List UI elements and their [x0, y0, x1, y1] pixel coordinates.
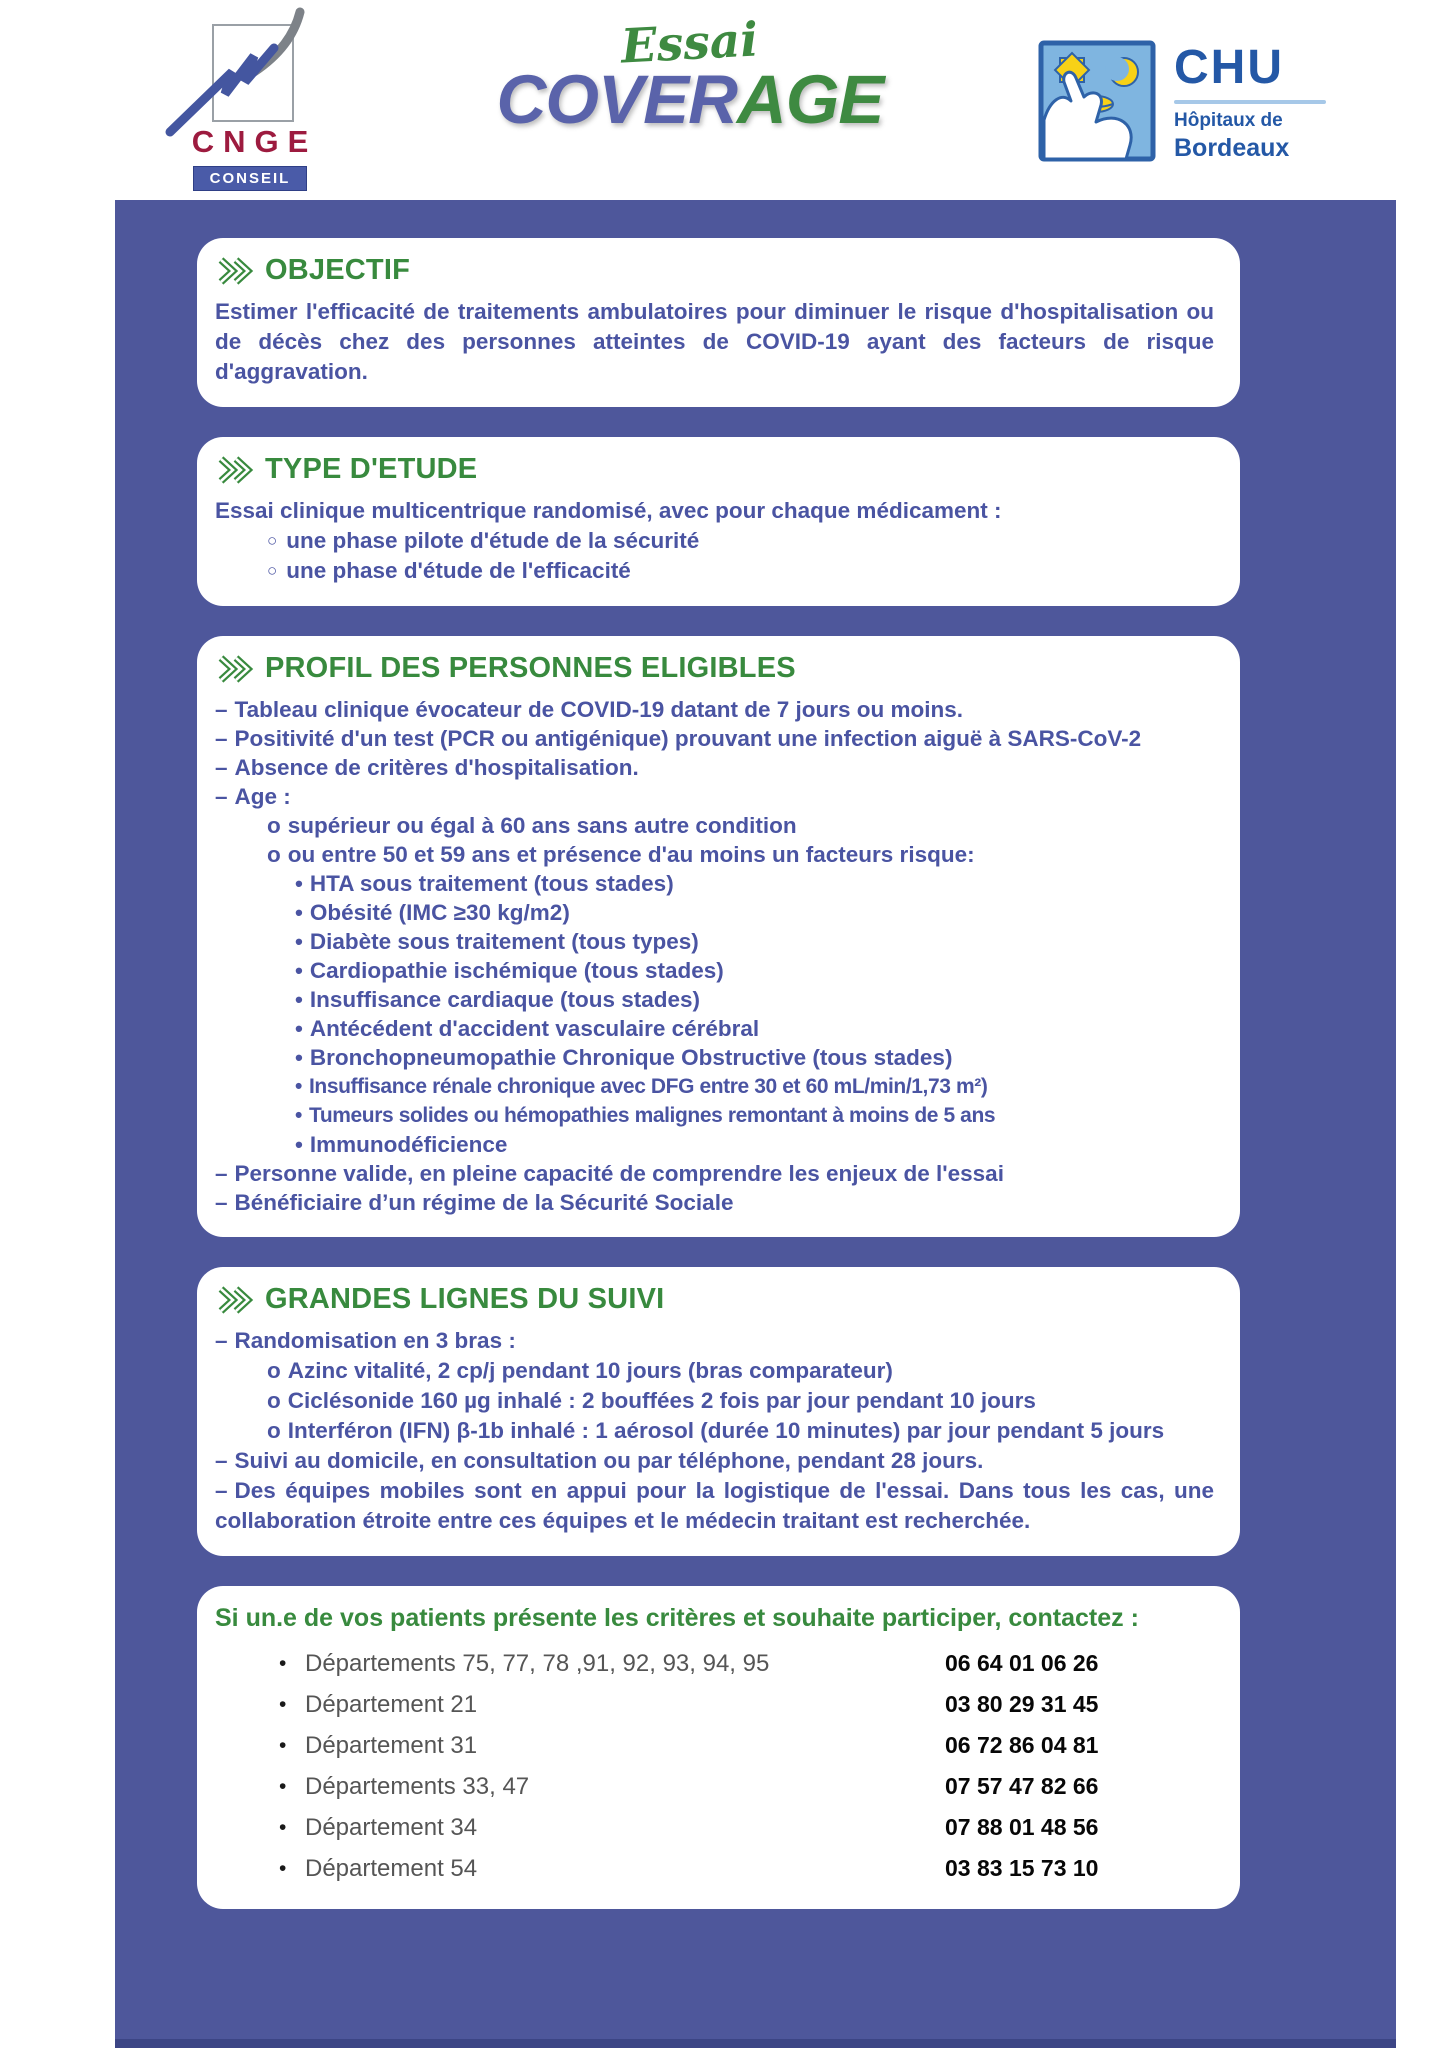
list-item	[215, 840, 1214, 869]
double-chevron-icon	[215, 1285, 255, 1315]
bullet-icon: •	[279, 1856, 287, 1880]
list-marker: •	[295, 871, 303, 896]
list-item	[215, 556, 1214, 586]
contact-phone: 06 72 86 04 81	[945, 1732, 1099, 1758]
list-marker: o	[267, 1358, 281, 1383]
list-item	[215, 1476, 1214, 1536]
contact-phone: 07 57 47 82 66	[945, 1773, 1099, 1799]
list-item	[215, 1416, 1214, 1446]
list-text: Positivité d'un test (PCR ou antigénique) prouvant une infection aiguë à SARS-CoV-2	[234, 726, 1142, 751]
list-item	[215, 1446, 1214, 1476]
list-marker: •	[295, 929, 303, 954]
section-title: OBJECTIF	[265, 254, 410, 286]
list-marker: –	[215, 1161, 228, 1186]
list-item	[215, 1356, 1214, 1386]
contact-row	[215, 1684, 1214, 1725]
content-panel	[115, 200, 1396, 2048]
section-suivi-card	[197, 1267, 1240, 1556]
list-text: Absence de critères d'hospitalisation.	[234, 755, 639, 780]
list-item	[215, 956, 1214, 985]
list-text: une phase pilote d'étude de la sécurité	[286, 528, 700, 553]
list-text: une phase d'étude de l'efficacité	[286, 558, 631, 583]
cnge-logo	[150, 22, 350, 191]
list-marker: –	[215, 1190, 228, 1215]
coverage-word-blue: COVER	[496, 61, 737, 138]
list-text: Diabète sous traitement (tous types)	[309, 929, 699, 954]
contact-phone: 06 64 01 06 26	[945, 1650, 1099, 1676]
list-item	[215, 1130, 1214, 1159]
contact-row	[215, 1848, 1214, 1889]
list-item	[215, 753, 1214, 782]
list-text: Azinc vitalité, 2 cp/j pendant 10 jours (bras comparateur)	[287, 1358, 893, 1383]
list-marker: –	[215, 1448, 228, 1473]
contact-row	[215, 1725, 1214, 1766]
chu-divider	[1174, 100, 1326, 104]
list-text: Insuffisance rénale chronique avec DFG entre 30 et 60 mL/min/1,73 m²)	[308, 1075, 988, 1098]
list-marker: o	[267, 842, 281, 867]
cnge-swoosh-icon	[162, 6, 312, 138]
list-item	[215, 1188, 1214, 1217]
section-objectif-heading	[215, 254, 1214, 287]
section-title: PROFIL DES PERSONNES ELIGIBLES	[265, 652, 796, 684]
list-text: Obésité (IMC ≥30 kg/m2)	[309, 900, 570, 925]
list-text: Bénéficiaire d’un régime de la Sécurité Sociale	[234, 1190, 734, 1215]
list-marker: –	[215, 697, 228, 722]
footer-strip	[115, 2039, 1396, 2048]
double-chevron-icon	[215, 455, 255, 485]
bullet-icon: •	[279, 1733, 287, 1757]
list-marker: –	[215, 784, 228, 809]
chu-crest-icon	[1038, 40, 1156, 162]
contact-label: Département 54	[305, 1854, 478, 1882]
list-marker: ○	[267, 531, 278, 550]
cnge-conseil-badge: CONSEIL	[193, 166, 308, 191]
list-item	[215, 1072, 1214, 1101]
logo-band	[0, 0, 1448, 200]
list-text: supérieur ou égal à 60 ans sans autre condition	[287, 813, 797, 838]
coverage-wordmark	[440, 61, 940, 138]
contact-header: Si un.e de vos patients présente les critères et souhaite participer, contactez :	[215, 1604, 1139, 1632]
list-text: Bronchopneumopathie Chronique Obstructive (tous stades)	[309, 1045, 953, 1070]
contact-phone: 03 83 15 73 10	[945, 1855, 1099, 1881]
contact-row	[215, 1643, 1214, 1684]
section-title: TYPE D'ETUDE	[265, 453, 478, 485]
double-chevron-icon	[215, 654, 255, 684]
list-item	[215, 869, 1214, 898]
coverage-essai-script: Essai	[620, 12, 760, 75]
contact-card	[197, 1586, 1240, 1909]
list-marker: –	[215, 1328, 228, 1353]
list-item	[215, 1014, 1214, 1043]
list-marker: •	[295, 1016, 303, 1041]
list-marker: •	[295, 1045, 303, 1070]
list-item	[215, 1326, 1214, 1356]
contact-phone: 07 88 01 48 56	[945, 1814, 1099, 1840]
list-marker: •	[295, 900, 303, 925]
contact-label: Département 21	[305, 1690, 478, 1718]
chu-text-block	[1174, 40, 1326, 163]
list-text: Antécédent d'accident vasculaire cérébral	[309, 1016, 760, 1041]
type-etude-intro: Essai clinique multicentrique randomisé, avec pour chaque médicament :	[215, 498, 1002, 523]
list-marker: •	[295, 958, 303, 983]
chu-acronym: CHU	[1174, 41, 1284, 94]
list-item	[215, 1386, 1214, 1416]
list-text: Tumeurs solides ou hémopathies malignes remontant à moins de 5 ans	[308, 1104, 996, 1127]
list-text: Insuffisance cardiaque (tous stades)	[309, 987, 700, 1012]
list-text: Suivi au domicile, en consultation ou par téléphone, pendant 28 jours.	[234, 1448, 984, 1473]
list-item	[215, 695, 1214, 724]
list-text: Ciclésonide 160 µg inhalé : 2 bouffées 2 fois par jour pendant 10 jours	[287, 1388, 1036, 1413]
list-marker: o	[267, 1418, 281, 1443]
objectif-paragraph: Estimer l'efficacité de traitements ambulatoires pour diminuer le risque d'hospitalisation ou de décès chez des personnes atteintes de COVID-19 ayant des facteurs de risque d'aggravation.	[215, 299, 1214, 384]
list-marker: •	[295, 1075, 302, 1098]
list-item	[215, 782, 1214, 811]
list-item	[215, 811, 1214, 840]
bullet-icon: •	[279, 1651, 287, 1675]
contact-label: Départements 33, 47	[305, 1772, 530, 1800]
list-item	[215, 898, 1214, 927]
list-marker: •	[295, 987, 303, 1012]
list-item	[215, 526, 1214, 556]
cnge-wordmark: CNGE	[191, 124, 318, 159]
list-marker: –	[215, 755, 228, 780]
list-text: Immunodéficience	[309, 1132, 508, 1157]
bullet-icon: •	[279, 1774, 287, 1798]
contact-row	[215, 1766, 1214, 1807]
contact-phone: 03 80 29 31 45	[945, 1691, 1099, 1717]
double-chevron-icon	[215, 256, 255, 286]
list-text: Tableau clinique évocateur de COVID-19 datant de 7 jours ou moins.	[234, 697, 964, 722]
list-marker: o	[267, 1388, 281, 1413]
bullet-icon: •	[279, 1815, 287, 1839]
list-text: Cardiopathie ischémique (tous stades)	[309, 958, 724, 983]
chu-subtitle-line2: Bordeaux	[1174, 133, 1290, 162]
bullet-icon: •	[279, 1692, 287, 1716]
section-type-etude-card	[197, 437, 1240, 606]
chu-subtitle-line1: Hôpitaux de	[1174, 110, 1283, 131]
list-text: Interféron (IFN) β-1b inhalé : 1 aérosol (durée 10 minutes) par jour pendant 5 jours	[287, 1418, 1165, 1443]
list-text: Age :	[234, 784, 291, 809]
list-text: HTA sous traitement (tous stades)	[309, 871, 674, 896]
section-profil-heading	[215, 652, 1214, 685]
list-text: Randomisation en 3 bras :	[234, 1328, 516, 1353]
list-item	[215, 1159, 1214, 1188]
chu-logo	[1038, 40, 1326, 163]
section-title: GRANDES LIGNES DU SUIVI	[265, 1283, 665, 1315]
coverage-logo	[440, 12, 940, 138]
contact-row	[215, 1807, 1214, 1848]
list-item	[215, 1101, 1214, 1130]
contact-label: Département 31	[305, 1731, 478, 1759]
list-marker: –	[215, 1478, 228, 1503]
list-text: Des équipes mobiles sont en appui pour la logistique de l'essai. Dans tous les cas, une collaboration étroite entre ces équipes et le médecin traitant est recherchée.	[215, 1478, 1214, 1533]
section-objectif-card	[197, 238, 1240, 407]
list-marker: ○	[267, 561, 278, 580]
list-marker: –	[215, 726, 228, 751]
coverage-word-green: AGE	[736, 61, 884, 138]
list-text: Personne valide, en pleine capacité de comprendre les enjeux de l'essai	[234, 1161, 1004, 1186]
contact-label: Département 34	[305, 1813, 478, 1841]
contact-label: Départements 75, 77, 78 ,91, 92, 93, 94, 95	[305, 1649, 770, 1677]
list-text: ou entre 50 et 59 ans et présence d'au moins un facteurs risque:	[287, 842, 975, 867]
list-marker: •	[295, 1104, 302, 1127]
list-marker: •	[295, 1132, 303, 1157]
list-item	[215, 1043, 1214, 1072]
section-profil-card	[197, 636, 1240, 1237]
list-marker: o	[267, 813, 281, 838]
list-item	[215, 927, 1214, 956]
list-item	[215, 985, 1214, 1014]
section-suivi-heading	[215, 1283, 1214, 1316]
section-type-etude-heading	[215, 453, 1214, 486]
cnge-emblem	[188, 22, 312, 122]
list-item	[215, 724, 1214, 753]
